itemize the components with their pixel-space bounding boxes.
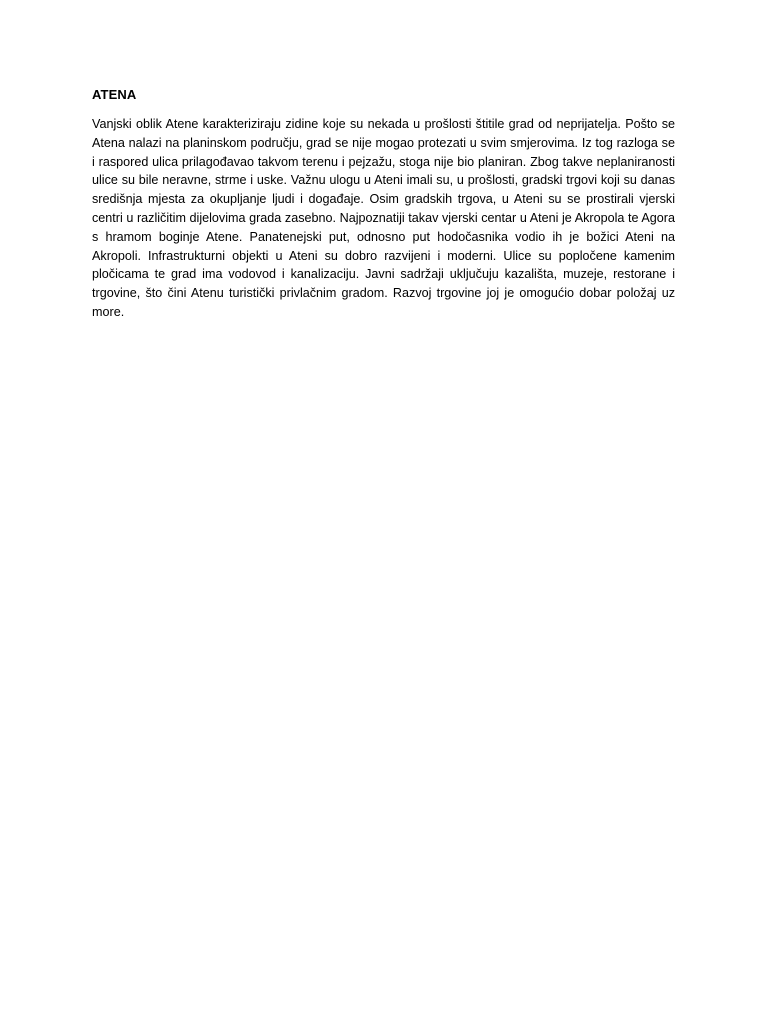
document-paragraph: Vanjski oblik Atene karakteriziraju zidine koje su nekada u prošlosti štitile grad od neprijatelja. Pošto se Atena nalazi na planinskom području, grad se nije mogao protezati u svim smjerovima. Iz tog razloga se i raspored ulica prilagođavao takvom terenu i pejzažu, stoga nije bio planiran. Zbog takve neplaniranosti ulice su bile neravne, strme i uske. Važnu ulogu u Ateni imali su, u prošlosti, gradski trgovi koji su danas središnja mjesta za okupljanje ljudi i događaje. Osim gradskih trgova, u Ateni su se prostirali vjerski centri u različitim dijelovima grada zasebno. Najpoznatiji takav vjerski centar u Ateni je Akropola te Agora s hramom boginje Atene. Panatenejski put, odnosno put hodočasnika vodio ih je božici Ateni na Akropoli. Infrastrukturni objekti u Ateni su dobro razvijeni i moderni. Ulice su popločene kamenim pločicama te grad ima vodovod i kanalizaciju. Javni sadržaji uključuju kazališta, muzeje, restorane i trgovine, što čini Atenu turistički privlačnim gradom. Razvoj trgovine joj je omogućio dobar položaj uz more. [92,117,675,319]
document-title: ATENA [92,87,137,102]
